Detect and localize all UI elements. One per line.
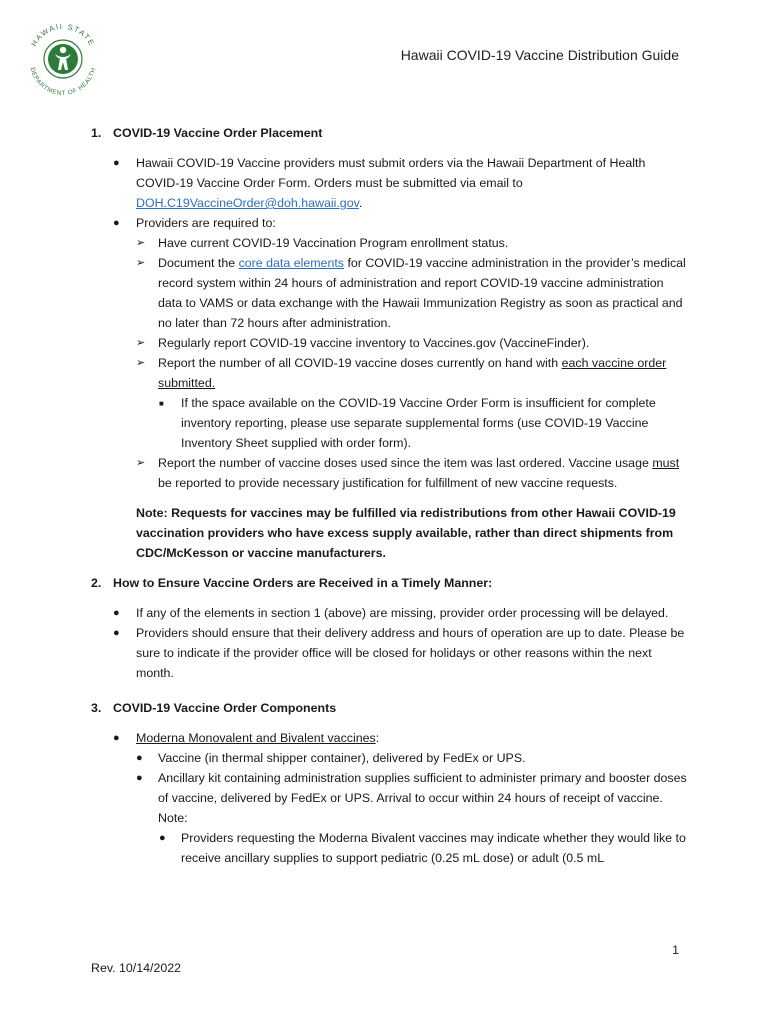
bullet-icon: ● [113,607,120,619]
document-body [91,123,691,868]
svg-text:HAWAII STATE: HAWAII STATE [29,21,97,48]
section-number: 3. [91,701,102,715]
section-2-heading [91,573,691,593]
section-3-heading [91,698,691,718]
bullet-icon: ● [136,752,143,764]
list-item: ● Providers should ensure that their delivery address and hours of operation are up to date. Please be sure to indicate if the provider office will be closed for holidays or other reasons within the next month. [91,623,691,683]
section-title: COVID-19 Vaccine Order Components [113,701,337,715]
order-email-link[interactable]: DOH.C19VaccineOrder@doh.hawaii.gov [136,196,359,210]
section-number: 1. [91,126,102,140]
list-item: ➢ Document the core data elements for COVID-19 vaccine administration in the provider’s medical record system within 24 hours of administration and report COVID-19 vaccine administration data to VAMS or data exchange with the Hawaii Immunization Registry as soon as practical and no later than 72 hours after administration. [91,253,691,333]
page-number: 1 [672,943,679,957]
list-item: ■ If the space available on the COVID-19 Vaccine Order Form is insufficient for complete inventory reporting, please use separate supplemental forms (use COVID-19 Vaccine Inventory Sheet supplied with order form). [159,396,656,450]
header-title: Hawaii COVID-19 Vaccine Distribution Guide [400,47,679,63]
list-item: ● Hawaii COVID-19 Vaccine providers must submit orders via the Hawaii Department of Health COVID-19 Vaccine Order Form. Orders must be submitted via email to DOH.C19VaccineOrder@doh.hawaii.gov. [91,153,691,213]
list-item: ● Providers requesting the Moderna Bivalent vaccines may indicate whether they would like to receive ancillary supplies to support pediatric (0.25 mL dose) or adult (0.5 mL [91,828,691,868]
arrow-bullet-icon: ➢ [136,357,146,369]
arrow-bullet-icon: ➢ [136,337,146,349]
bullet-icon: ● [136,772,143,784]
list-item: ● Moderna Monovalent and Bivalent vaccines: [91,728,691,748]
section-1-heading [91,123,691,143]
svg-text:DEPARTMENT OF HEALTH: DEPARTMENT OF HEALTH [28,66,98,98]
arrow-bullet-icon: ➢ [136,457,146,469]
section-number: 2. [91,576,102,590]
bullet-icon: ● [113,627,120,639]
list-item: ➢ Have current COVID-19 Vaccination Program enrollment status. [91,233,691,253]
list-item: ● Ancillary kit containing administration supplies sufficient to administer primary and booster doses of vaccine, delivered by FedEx or UPS. Arrival to occur within 24 hours of receipt of vaccine. Note: [91,768,691,828]
list-item: ● Providers are required to: [91,213,691,233]
section-title: COVID-19 Vaccine Order Placement [113,126,323,140]
bullet-icon: ● [113,157,120,169]
list-item: ➢ Report the number of all COVID-19 vaccine doses currently on hand with each vaccine order submitted. [91,353,691,393]
note-paragraph: Note: Requests for vaccines may be fulfilled via redistributions from other Hawaii COVID-19 vaccination providers who have excess supply available, rather than direct shipments from CDC/McKesson or vaccine manufacturers. [136,506,676,560]
arrow-bullet-icon: ➢ [136,257,146,269]
bullet-icon: ● [159,832,166,844]
department-of-health-seal-logo [22,18,104,100]
bullet-icon: ● [113,732,120,744]
bullet-icon: ● [113,217,120,229]
arrow-bullet-icon: ➢ [136,237,146,249]
list-item: ➢ Report the number of vaccine doses used since the item was last ordered. Vaccine usage must be reported to provide necessary justification for fulfillment of new vaccine requests. [91,453,691,493]
list-item: ➢ Regularly report COVID-19 vaccine inventory to Vaccines.gov (VaccineFinder). [91,333,691,353]
revision-date: Rev. 10/14/2022 [91,961,182,975]
list-item: ● Vaccine (in thermal shipper container), delivered by FedEx or UPS. [91,748,691,768]
square-bullet-icon: ■ [159,399,164,408]
section-title: How to Ensure Vaccine Orders are Received in a Timely Manner: [113,576,493,590]
core-data-elements-link[interactable]: core data elements [238,256,344,270]
list-item: ● If any of the elements in section 1 (above) are missing, provider order processing will be delayed. [91,603,691,623]
